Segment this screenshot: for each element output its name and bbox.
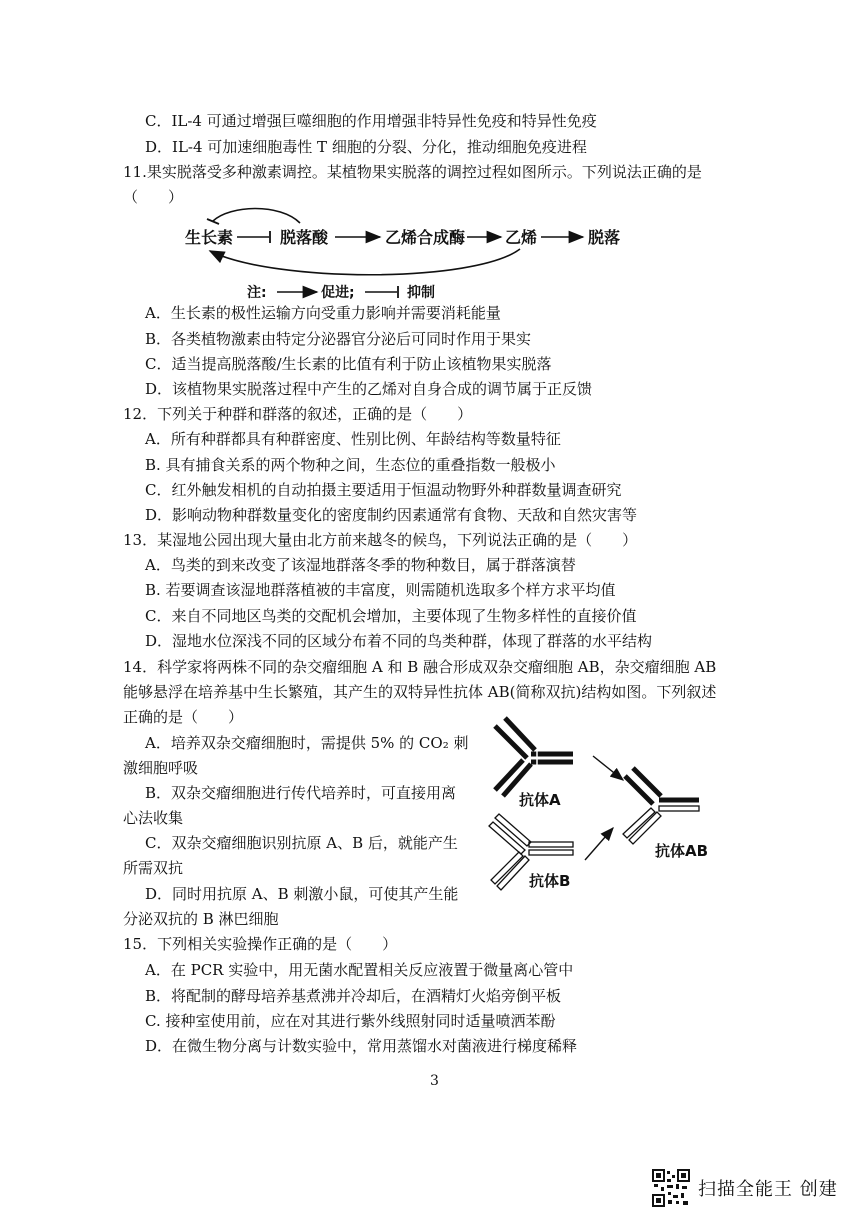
node-ethylene-synthase: 乙烯合成酶: [385, 228, 466, 247]
label-antibody-b: 抗体B: [529, 872, 571, 890]
label-antibody-a: 抗体A: [519, 791, 561, 809]
q14-stem-line3: 正确的是（ ）: [123, 708, 244, 726]
q15-option-d: D．在微生物分离与计数实验中，常用蒸馏水对菌液进行梯度稀释: [145, 1037, 578, 1055]
q14-stem-line2: 能够悬浮在培养基中生长繁殖，其产生的双特异性抗体 AB(简称双抗)结构如图。下列叙述: [123, 683, 717, 701]
q11-stem-line1: 11.果实脱落受多种激素调控。某植物果实脱落的调控过程如图所示。下列说法正确的是: [123, 163, 702, 181]
q15-option-b: B．将配制的酵母培养基煮沸并冷却后，在酒精灯火焰旁倒平板: [145, 987, 562, 1005]
q10-option-c: C．IL-4 可通过增强巨噬细胞的作用增强非特异性免疫和特异性免疫: [145, 112, 597, 130]
q13-option-d: D．湿地水位深浅不同的区域分布着不同的鸟类种群，体现了群落的水平结构: [145, 632, 653, 650]
q13-option-b: B. 若要调查该湿地群落植被的丰富度，则需随机选取多个样方求平均值: [145, 581, 616, 599]
q11-stem-line2: （ ）: [123, 188, 184, 206]
label-antibody-ab: 抗体AB: [655, 842, 709, 860]
q12-option-c: C．红外触发相机的自动拍摄主要适用于恒温动物野外种群数量调查研究: [145, 481, 622, 499]
q15-option-a: A．在 PCR 实验中，用无菌水配置相关反应液置于微量离心管中: [145, 961, 574, 979]
q13-stem: 13．某湿地公园出现大量由北方前来越冬的候鸟，下列说法正确的是（ ）: [123, 531, 638, 549]
inhibit-arc-aba-auxin: [213, 209, 300, 224]
scanner-watermark-text: 扫描全能王 创建: [698, 1179, 838, 1200]
legend-note: 注:: [247, 285, 267, 301]
q13-option-a: A．鸟类的到来改变了该湿地群落冬季的物种数目，属于群落演替: [145, 556, 576, 574]
bispecific-antibody-diagram: [485, 710, 735, 900]
scanner-watermark: [652, 1168, 838, 1208]
q14-option-a-line2: 激细胞呼吸: [123, 759, 199, 777]
q14-option-c-line1: C．双杂交瘤细胞识别抗原 A、B 后，就能产生: [145, 834, 458, 852]
q14-option-b-line1: B．双杂交瘤细胞进行传代培养时，可直接用离: [145, 784, 457, 802]
q10-option-d: D．IL-4 可加速细胞毒性 T 细胞的分裂、分化，推动细胞免疫进程: [145, 138, 587, 156]
q12-stem: 12．下列关于种群和群落的叙述，正确的是（ ）: [123, 405, 473, 423]
q12-option-d: D．影响动物种群数量变化的密度制约因素通常有食物、天敌和自然灾害等: [145, 506, 638, 524]
promote-arc-ethylene-auxin: [210, 249, 520, 275]
q14-option-d-line2: 分泌双抗的 B 淋巴细胞: [123, 910, 279, 928]
antibody-ab-shape: [623, 768, 699, 844]
q15-stem: 15．下列相关实验操作正确的是（ ）: [123, 935, 398, 953]
q14-stem-line1: 14．科学家将两株不同的杂交瘤细胞 A 和 B 融合形成双杂交瘤细胞 AB，杂交瘤细胞 AB: [123, 658, 717, 676]
qr-code-icon: [652, 1169, 690, 1207]
arrow-b-to-ab: [585, 828, 613, 860]
hormone-regulation-diagram: [185, 205, 665, 315]
legend-promote: 促进;: [321, 285, 355, 301]
q11-option-d: D．该植物果实脱落过程中产生的乙烯对自身合成的调节属于正反馈: [145, 380, 593, 398]
antibody-a-shape: [495, 718, 573, 796]
q14-option-b-line2: 心法收集: [123, 809, 184, 827]
q11-option-a: A．生长素的极性运输方向受重力影响并需要消耗能量: [145, 304, 501, 322]
node-ethylene: 乙烯: [505, 228, 538, 247]
q15-option-c: C. 接种室使用前，应在对其进行紫外线照射同时适量喷洒苯酚: [145, 1012, 556, 1030]
q13-option-c: C．来自不同地区鸟类的交配机会增加，主要体现了生物多样性的直接价值: [145, 607, 637, 625]
q14-option-c-line2: 所需双抗: [123, 859, 184, 877]
q11-option-c: C．适当提高脱落酸/生长素的比值有利于防止该植物果实脱落: [145, 355, 552, 373]
node-auxin: 生长素: [185, 228, 234, 247]
legend-inhibit: 抑制: [407, 285, 435, 301]
q12-option-a: A．所有种群都具有种群密度、性别比例、年龄结构等数量特征: [145, 430, 561, 448]
arrow-a-to-ab: [593, 756, 623, 780]
q11-option-b: B．各类植物激素由特定分泌器官分泌后可同时作用于果实: [145, 330, 532, 348]
q12-option-b: B. 具有捕食关系的两个物种之间，生态位的重叠指数一般极小: [145, 456, 556, 474]
page-number: 3: [430, 1073, 439, 1089]
q14-option-a-line1: A．培养双杂交瘤细胞时，需提供 5% 的 CO₂ 刺: [145, 734, 469, 752]
node-abscission: 脱落: [588, 228, 621, 247]
q14-option-d-line1: D．同时用抗原 A、B 刺激小鼠，可使其产生能: [145, 885, 459, 903]
node-abscisic-acid: 脱落酸: [280, 228, 329, 247]
